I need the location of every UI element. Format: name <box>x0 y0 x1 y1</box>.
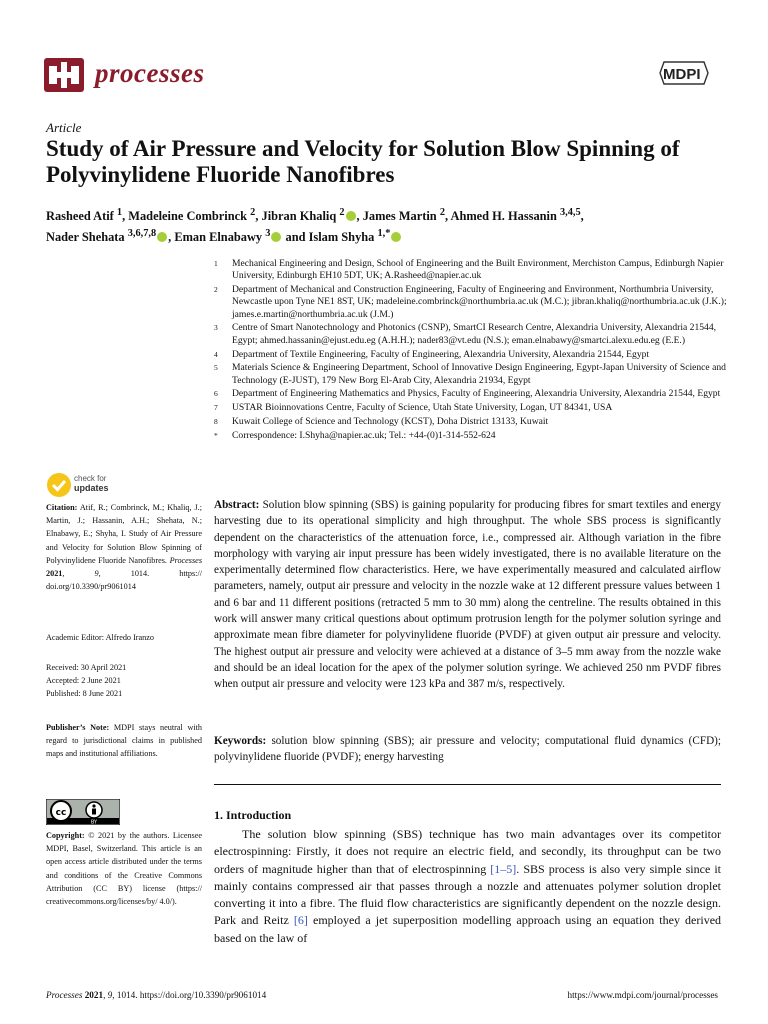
journal-url-link[interactable]: https://www.mdpi.com/journal/processes <box>567 990 718 1000</box>
affiliation-item: 6 Department of Engineering Mathematics and Physics, Faculty of Engineering, Alexandria University, Alexandria 21544, Egypt <box>214 388 721 400</box>
affiliation-item: 1 Mechanical Engineering and Design, School of Engineering and the Built Environment, Merchiston Campus, Edinburgh Napier University, Edinburgh EH10 5DT, UK; A.Rasheed@napier.ac.uk <box>214 258 724 282</box>
section-divider <box>214 784 721 785</box>
affiliation-item: 8 Kuwait College of Science and Technology (KCST), Doha District 13133, Kuwait <box>214 416 549 428</box>
citation-block: Citation: Atif, R.; Combrinck, M.; Khaliq, J.; Martin, J.; Hassanin, A.H.; Shehata, N.; Elnabawy, E.; Shyha, I. Study of Air Pressure and Velocity for Solution Blow Spinning of Polyvinylidene Fluoride Nanofibres. Processes 2021, 9, 1014. https:// doi.org/10.3390/pr9061014 <box>46 503 203 592</box>
section-heading: 1. Introduction <box>214 808 292 822</box>
author-name: Jibran Khaliq <box>261 209 337 224</box>
affiliation-item: * Correspondence: I.Shyha@napier.ac.uk; Tel.: +44-(0)1-314-552-624 <box>214 429 496 441</box>
publisher-note: Publisher’s Note: MDPI stays neutral with regard to jurisdictional claims in published maps and institutional affiliations. <box>46 723 203 759</box>
orcid-icon[interactable] <box>157 232 167 242</box>
author-name: Islam Shyha <box>308 230 375 245</box>
author-name: Eman Elnabawy <box>174 230 263 245</box>
article-type: Article <box>46 120 82 135</box>
orcid-icon[interactable] <box>271 232 281 242</box>
journal-name: processes <box>95 58 205 88</box>
copyright-notice: Copyright: © 2021 by the authors. Licensee MDPI, Basel, Switzerland. This article is an open access article distributed under the terms and conditions of the Creative Commons Attribution (CC BY) license (https:// creativecommons.org/licenses/by/ 4.0/). <box>46 831 203 907</box>
author-name: Rasheed Atif <box>46 209 114 224</box>
author-list: Rasheed Atif $^1$, Madeleine Combrinck $^2$, Jibran Khaliq $^2$ , James Martin $^2$, Ahmed H. Hassanin $^{3,4,5}$, Nader Shehata $^{3,6,7,8}$ , Eman Elnabawy $^3$ and Islam Shyha $^{1,*}$ <box>46 207 584 245</box>
keywords: Keywords: solution blow spinning (SBS); air pressure and velocity; computational fluid dynamics (CFD); polyvinylidene fluoride (PVDF); energy harvesting <box>214 735 722 764</box>
reference-link[interactable]: [6] <box>293 913 308 928</box>
abstract: Abstract: Solution blow spinning (SBS) is gaining popularity for producing fibres for smart textiles and energy harvesting due to its operational simplicity and high throughput. The whole SBS process is significantly dependent on the characteristics of the attenuation force, i.e., compressed air. Although variation in the fibre morphology with varying air input pressure has been widely investigated, there is no available literature on the experimentally determined flow characteristics. Here, we have experimentally measured and calculated airflow parameters, namely, output air pressure and velocity in the nozzle wake at 12 different pressure values between 1 and 6 bar and 11 different positions (retracted 5 mm to 30 mm) along the centreline. The results obtained in this work will answer many critical questions about optimum protrusion length for the polymer solution syringe and approximate mean fibre diameter for polyvinylidene fluoride (PVDF) at given output air pressure and velocity. The highest output air pressure and velocity were achieved at a distance of 3–5 mm away from the nozzle wake and should be an ideal location for the apex of the polymer solution syringe. We achieved 250 nm PVDF fibres when output air pressure and velocity were 123 kPa and 387 m/s, respectively. <box>214 499 721 691</box>
check-updates-icon <box>46 472 72 498</box>
footer-doi-link[interactable]: , 1014. https://doi.org/10.3390/pr9061014 <box>112 990 267 1000</box>
orcid-icon[interactable] <box>391 232 401 242</box>
processes-logo-icon <box>44 58 84 92</box>
affiliation-item: 7 USTAR Bioinnovations Centre, Faculty of Science, Utah State University, Logan, UT 84341, USA <box>214 402 613 414</box>
orcid-icon[interactable] <box>346 211 356 221</box>
affiliation-item: 4 Department of Textile Engineering, Faculty of Engineering, Alexandria University, Alexandria 21544, Egypt <box>214 348 650 360</box>
doi-link[interactable]: , 1014. https:// doi.org/10.3390/pr9061014 <box>46 569 203 592</box>
introduction-paragraph: The solution blow spinning (SBS) technique has two main advantages over its competitor electrospinning: Firstly, it does not require an electric field, and secondly, its throughput can be two orders of magnitude higher than that of electrospinning [1–5]. SBS process is also very simple since it mainly contains compressed air that passes through a nozzle and attenuates polymer solution droplet converting it into a fibre. The fluid flow characteristics are significantly dependent on the nozzle design. Park and Reitz [6] employed a jet superposition modelling approach using an equation they derived based on the law of <box>214 827 722 945</box>
affiliation-item: 2 Department of Mechanical and Construction Engineering, Faculty of Engineering and Environment, Northumbria University, Newcastle upon Tyne NE1 8ST, UK; madeleine.combrinck@northumbria.ac.uk (M.C.); jibran.khaliq@northumbria.ac.uk (J.K.); james.e.martin@northumbria.ac.uk (J.M.) <box>214 284 727 320</box>
reference-link[interactable]: [1–5] <box>490 861 517 876</box>
svg-text:cc: cc <box>55 808 67 818</box>
academic-editor: Academic Editor: Alfredo Iranzo <box>46 633 154 642</box>
publisher-logo-text: MDPI <box>663 66 701 83</box>
footer-citation: Processes 2021, 9, 1014. https://doi.org/10.3390/pr9061014 <box>46 990 267 1000</box>
cc-by-license-icon[interactable] <box>46 799 120 825</box>
author-name: Madeleine Combrinck <box>128 209 248 224</box>
author-name: James Martin <box>362 209 437 224</box>
author-name: Nader Shehata <box>46 230 125 245</box>
svg-text:BY: BY <box>90 819 98 825</box>
affiliation-item: 3 Centre of Smart Nanotechnology and Photonics (CSNP), SmartCI Research Centre, Alexandria University, Alexandria 21544, Egypt; ahmed.hassanin@ejust.edu.eg (A.H.H.); nader83@vt.edu (N.S.); eman.elnabawy@smartci.alexu.edu.eg (E.E.) <box>214 322 717 346</box>
article-title: Study of Air Pressure and Velocity for Solution Blow Spinning of Polyvinylidene Fluoride Nanofibres <box>46 136 680 187</box>
check-for-updates-button[interactable]: check for updates <box>46 472 156 500</box>
publication-dates: Received: 30 April 2021 Accepted: 2 June 2021 Published: 8 June 2021 <box>46 663 127 699</box>
affiliations-list <box>214 258 734 444</box>
author-name: Ahmed H. Hassanin <box>450 209 557 224</box>
affiliation-item: 5 Materials Science & Engineering Department, School of Innovative Design Engineering, Egypt-Japan University of Science and Technology (E-JUST), 179 New Borg El-Arab City, Alexandria 21934, Egypt <box>214 362 726 386</box>
